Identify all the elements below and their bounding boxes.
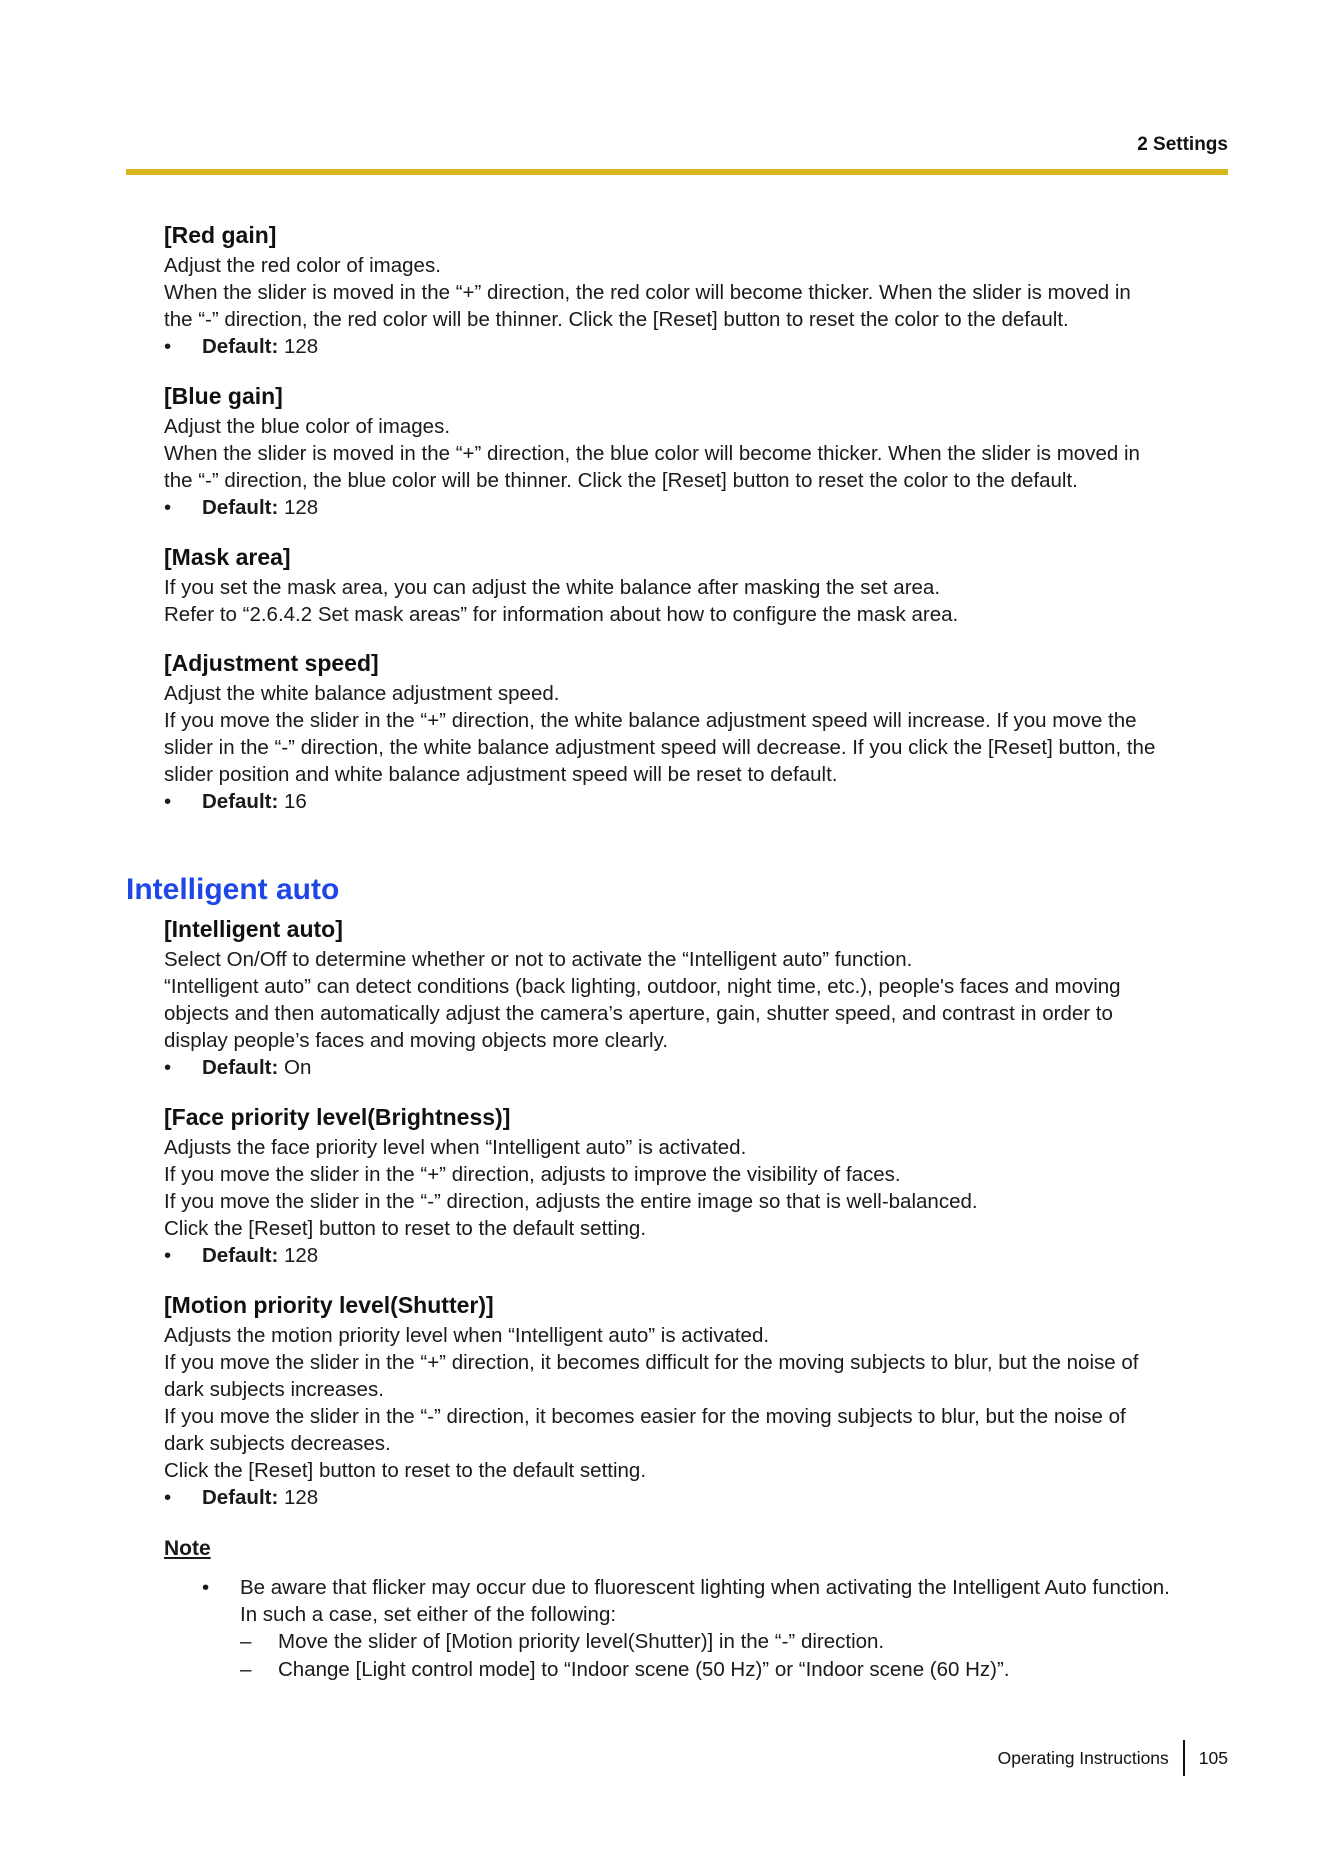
page-content	[126, 218, 1236, 1684]
page-header-section: 2 Settings	[1137, 134, 1228, 155]
red-gain-block	[164, 218, 1236, 361]
default-label: Default:	[202, 1244, 279, 1267]
red-gain-default	[164, 333, 1236, 361]
motion-priority-line: If you move the slider in the “+” direction, it becomes difficult for the moving subjects to blur, but the noise of	[164, 1351, 1139, 1374]
red-gain-line: the “-” direction, the red color will be thinner. Click the [Reset] button to reset the color to the default.	[164, 308, 1069, 331]
note-item-line: In such a case, set either of the following:	[240, 1603, 617, 1626]
adjustment-speed-line: slider in the “-” direction, the white balance adjustment speed will decrease. If you click the [Reset] button, the	[164, 736, 1156, 759]
default-label: Default:	[202, 1486, 279, 1509]
red-gain-heading: [Red gain]	[164, 222, 277, 248]
face-priority-line: Click the [Reset] button to reset to the default setting.	[164, 1217, 647, 1240]
adjustment-speed-block	[164, 646, 1236, 816]
red-gain-line: When the slider is moved in the “+” direction, the red color will become thicker. When the slider is moved in	[164, 281, 1131, 304]
default-value: 16	[278, 790, 307, 813]
bullet-icon: •	[202, 1576, 210, 1599]
default-label: Default:	[202, 1056, 279, 1079]
intelligent-auto-line: display people’s faces and moving objects more clearly.	[164, 1029, 669, 1052]
intelligent-auto-line: “Intelligent auto” can detect conditions (back lighting, outdoor, night time, etc.), people's faces and moving	[164, 975, 1121, 998]
red-gain-line: Adjust the red color of images.	[164, 254, 441, 277]
blue-gain-line: the “-” direction, the blue color will be thinner. Click the [Reset] button to reset the color to the default.	[164, 469, 1078, 492]
blue-gain-block	[164, 379, 1236, 522]
bullet-icon: •	[164, 1056, 172, 1079]
mask-area-line: If you set the mask area, you can adjust the white balance after masking the set area.	[164, 576, 941, 599]
adjustment-speed-line: Adjust the white balance adjustment speed.	[164, 682, 560, 705]
motion-priority-heading: [Motion priority level(Shutter)]	[164, 1292, 494, 1318]
motion-priority-line: dark subjects increases.	[164, 1378, 384, 1401]
motion-priority-line: dark subjects decreases.	[164, 1432, 391, 1455]
dash-icon: –	[240, 1630, 252, 1653]
mask-area-block	[164, 540, 1236, 628]
default-label: Default:	[202, 496, 279, 519]
bullet-icon: •	[164, 335, 172, 358]
note-item-line: Be aware that flicker may occur due to fluorescent lighting when activating the Intelligent Auto function.	[240, 1576, 1170, 1599]
page-footer	[998, 1740, 1228, 1776]
note-item	[202, 1574, 1236, 1628]
note-title: Note	[164, 1537, 211, 1560]
default-value: 128	[278, 1486, 319, 1509]
face-priority-default	[164, 1242, 1236, 1270]
face-priority-line: Adjusts the face priority level when “Intelligent auto” is activated.	[164, 1136, 747, 1159]
footer-separator	[1183, 1740, 1185, 1776]
bullet-icon: •	[164, 1486, 172, 1509]
note-sub-item	[202, 1628, 1236, 1656]
adjustment-speed-default	[164, 788, 1236, 816]
intelligent-auto-heading: [Intelligent auto]	[164, 916, 343, 942]
face-priority-block	[164, 1100, 1236, 1270]
bullet-icon: •	[164, 790, 172, 813]
note-block	[164, 1534, 1236, 1684]
footer-label: Operating Instructions	[997, 1747, 1169, 1768]
face-priority-line: If you move the slider in the “+” direction, adjusts to improve the visibility of faces.	[164, 1163, 901, 1186]
motion-priority-block	[164, 1288, 1236, 1512]
default-value: 128	[278, 1244, 319, 1267]
dash-icon: –	[240, 1658, 252, 1681]
note-sub-item-text: Move the slider of [Motion priority level(Shutter)] in the “-” direction.	[278, 1630, 885, 1653]
bullet-icon: •	[164, 496, 172, 519]
mask-area-line: Refer to “2.6.4.2 Set mask areas” for information about how to configure the mask area.	[164, 603, 959, 626]
default-value: 128	[278, 335, 319, 358]
motion-priority-line: Click the [Reset] button to reset to the default setting.	[164, 1459, 647, 1482]
note-sub-item	[202, 1656, 1236, 1684]
adjustment-speed-line: If you move the slider in the “+” direction, the white balance adjustment speed will increase. If you move the	[164, 709, 1137, 732]
blue-gain-line: Adjust the blue color of images.	[164, 415, 451, 438]
page-number: 105	[1198, 1747, 1228, 1768]
adjustment-speed-heading: [Adjustment speed]	[164, 650, 379, 676]
bullet-icon: •	[164, 1244, 172, 1267]
motion-priority-line: If you move the slider in the “-” direction, it becomes easier for the moving subjects to blur, but the noise of	[164, 1405, 1126, 1428]
note-sub-item-text: Change [Light control mode] to “Indoor scene (50 Hz)” or “Indoor scene (60 Hz)”.	[278, 1658, 1010, 1681]
intelligent-auto-default	[164, 1054, 1236, 1082]
note-list	[202, 1574, 1236, 1684]
motion-priority-default	[164, 1484, 1236, 1512]
default-label: Default:	[202, 335, 279, 358]
intelligent-auto-line: objects and then automatically adjust the camera’s aperture, gain, shutter speed, and contrast in order to	[164, 1002, 1113, 1025]
face-priority-line: If you move the slider in the “-” direction, adjusts the entire image so that is well-balanced.	[164, 1190, 978, 1213]
mask-area-heading: [Mask area]	[164, 544, 291, 570]
intelligent-auto-section-title: Intelligent auto	[126, 873, 340, 906]
default-value: 128	[278, 496, 319, 519]
intelligent-auto-block	[164, 912, 1236, 1082]
default-value: On	[278, 1056, 312, 1079]
blue-gain-heading: [Blue gain]	[164, 383, 283, 409]
default-label: Default:	[202, 790, 279, 813]
face-priority-heading: [Face priority level(Brightness)]	[164, 1104, 511, 1130]
motion-priority-line: Adjusts the motion priority level when “Intelligent auto” is activated.	[164, 1324, 770, 1347]
intelligent-auto-line: Select On/Off to determine whether or not to activate the “Intelligent auto” function.	[164, 948, 913, 971]
blue-gain-line: When the slider is moved in the “+” direction, the blue color will become thicker. When the slider is moved in	[164, 442, 1140, 465]
adjustment-speed-line: slider position and white balance adjustment speed will be reset to default.	[164, 763, 838, 786]
header-rule	[126, 169, 1228, 175]
blue-gain-default	[164, 494, 1236, 522]
